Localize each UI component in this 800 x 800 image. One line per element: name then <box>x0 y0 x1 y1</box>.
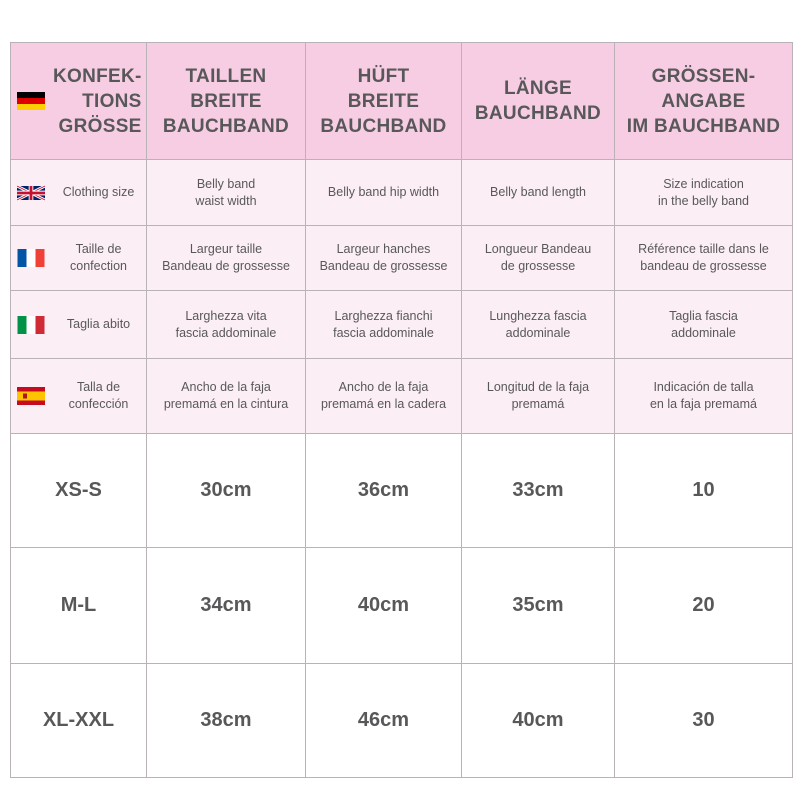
header-waist-width: TAILLEN BREITE BAUCHBAND <box>147 43 306 160</box>
header-row <box>11 43 793 160</box>
italian-indication-label: Taglia fascia addominale <box>615 291 793 359</box>
waist-value: 30cm <box>147 434 306 548</box>
size-value: XL-XXL <box>11 664 147 778</box>
waist-value: 38cm <box>147 664 306 778</box>
size-value: XS-S <box>11 434 147 548</box>
english-length-label: Belly band length <box>462 160 615 226</box>
english-waist-label: Belly band waist width <box>147 160 306 226</box>
french-size-label: Taille de confection <box>70 242 127 273</box>
size-row <box>11 434 793 548</box>
header-size-indication: GRÖSSEN- ANGABE IM BAUCHBAND <box>615 43 793 160</box>
indication-value: 10 <box>615 434 793 548</box>
italian-size-label: Taglia abito <box>66 317 131 331</box>
english-size-cell <box>11 160 147 226</box>
french-waist-label: Largeur taille Bandeau de grossesse <box>147 226 306 291</box>
spanish-size-cell <box>11 359 147 434</box>
size-chart-table <box>10 42 793 778</box>
spain-flag-icon <box>17 387 45 405</box>
french-size-cell <box>11 226 147 291</box>
spanish-waist-label: Ancho de la faja premamá en la cintura <box>147 359 306 434</box>
header-length: LÄNGE BAUCHBAND <box>462 43 615 160</box>
italian-waist-label: Larghezza vita fascia addominale <box>147 291 306 359</box>
english-hip-label: Belly band hip width <box>306 160 462 226</box>
length-value: 35cm <box>462 548 615 664</box>
italy-flag-icon <box>17 316 45 334</box>
size-value: M-L <box>11 548 147 664</box>
spanish-row <box>11 359 793 434</box>
italian-row <box>11 291 793 359</box>
english-size-label: Clothing size <box>62 185 135 199</box>
french-row <box>11 226 793 291</box>
spanish-indication-label: Indicación de talla en la faja premamá <box>615 359 793 434</box>
waist-value: 34cm <box>147 548 306 664</box>
header-size-label: KONFEK- TIONS GRÖSSE <box>53 65 142 137</box>
french-length-label: Longueur Bandeau de grossesse <box>462 226 615 291</box>
hip-value: 40cm <box>306 548 462 664</box>
english-row <box>11 160 793 226</box>
italian-length-label: Lunghezza fascia addominale <box>462 291 615 359</box>
english-indication-label: Size indication in the belly band <box>615 160 793 226</box>
length-value: 33cm <box>462 434 615 548</box>
hip-value: 46cm <box>306 664 462 778</box>
france-flag-icon <box>17 249 45 267</box>
length-value: 40cm <box>462 664 615 778</box>
uk-flag-icon <box>17 184 45 202</box>
spanish-length-label: Longitud de la faja premamá <box>462 359 615 434</box>
french-hip-label: Largeur hanches Bandeau de grossesse <box>306 226 462 291</box>
indication-value: 30 <box>615 664 793 778</box>
size-row <box>11 548 793 664</box>
indication-value: 20 <box>615 548 793 664</box>
hip-value: 36cm <box>306 434 462 548</box>
header-hip-width: HÜFT BREITE BAUCHBAND <box>306 43 462 160</box>
size-row <box>11 664 793 778</box>
italian-hip-label: Larghezza fianchi fascia addominale <box>306 291 462 359</box>
germany-flag-icon <box>17 92 45 110</box>
header-cell-size <box>11 43 147 160</box>
french-indication-label: Référence taille dans le bandeau de grossesse <box>615 226 793 291</box>
spanish-size-label: Talla de confección <box>68 380 129 411</box>
spanish-hip-label: Ancho de la faja premamá en la cadera <box>306 359 462 434</box>
italian-size-cell <box>11 291 147 359</box>
